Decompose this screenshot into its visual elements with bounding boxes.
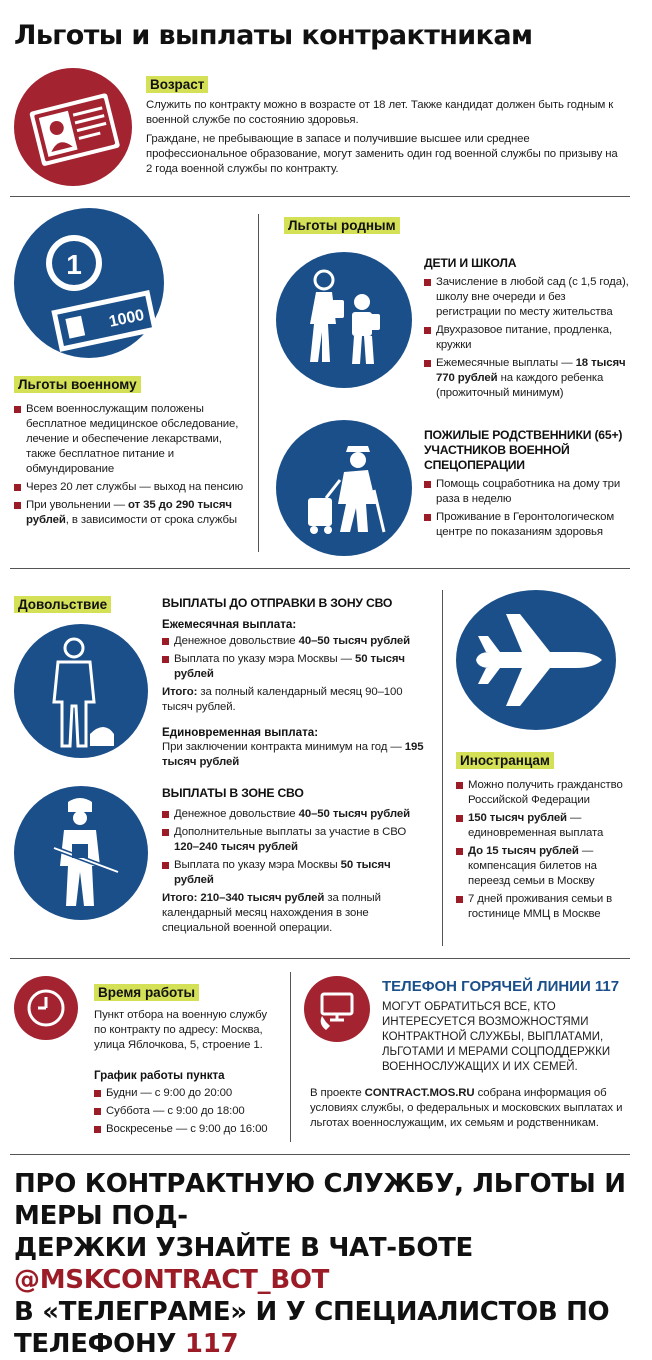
schedule-title: График работы пункта (94, 1069, 225, 1082)
hotline-title: ТЕЛЕФОН ГОРЯЧЕЙ ЛИНИИ 117 (382, 978, 620, 995)
age-text-1: Служить по контракту можно в возрасте от 18 лет. Также кандидат должен быть годным к военной службе по состоянию здоровья. (146, 99, 614, 126)
hotline-phone-icon (304, 976, 370, 1042)
foreigners-item: Можно получить гражданство Российской Федерации (456, 778, 630, 808)
hotline-text: МОГУТ ОБРАТИТЬСЯ ВСЕ, КТО ИНТЕРЕСУЕТСЯ ВОЗМОЖНОСТЯМИ КОНТРАКТНОЙ СЛУЖБЫ, ВЫПЛАТАМИ, ЛЬГОТАМИ И МЕРАМИ СОЦПОДДЕРЖКИ ВОЕННОСЛУЖАЩИХ И ИХ СЕМЕЙ. (382, 1001, 611, 1073)
hours-heading: Время работы (94, 984, 199, 1001)
elderly-item: Помощь соцработника на дому три раза в неделю (424, 477, 632, 507)
schedule-item: Будни — с 9:00 до 20:00 (94, 1086, 284, 1101)
footer-line-1: ПРО КОНТРАКТНУЮ СЛУЖБУ, ЛЬГОТЫ И МЕРЫ ПОД- (14, 1169, 626, 1231)
family-icon (276, 252, 412, 388)
military-item: Через 20 лет службы — выход на пенсию (14, 480, 246, 495)
elderly-item: Проживание в Геронтологическом центре по показаниям здоровья (424, 510, 632, 540)
relatives-heading: Льготы родным (284, 217, 400, 234)
soldier-icon (14, 624, 148, 758)
phone-number[interactable]: 117 (184, 1329, 239, 1359)
passport-icon (14, 68, 132, 186)
military-heading: Льготы военному (14, 376, 141, 393)
clock-icon (14, 976, 78, 1040)
onetime-label: Единовременная выплата: (162, 726, 319, 739)
hours-text: Пункт отбора на военную службу по контракту по адресу: Москва, улица Яблочкова, 5, строение 1. (94, 1009, 267, 1051)
monthly-item: Выплата по указу мэра Москвы — 50 тысяч рублей (162, 652, 432, 682)
onetime-text: При заключении контракта минимум на год — 195 тысяч рублей (162, 741, 424, 768)
footer-line-2: ДЕРЖКИ УЗНАЙТЕ В ЧАТ-БОТЕ @MSKCONTRACT_BOT (14, 1233, 474, 1295)
kids-title: ДЕТИ И ШКОЛА (424, 256, 517, 270)
military-item: Всем военнослужащим положены бесплатное медицинское обследование, лечение и обеспечение лекарствами, также бесплатное питание и обмундирование (14, 402, 246, 477)
footer-line-3: В «ТЕЛЕГРАМЕ» И У СПЕЦИАЛИСТОВ ПО ТЕЛЕФОНУ 117 (14, 1297, 610, 1359)
page-title: Льготы и выплаты контрактникам (10, 18, 540, 52)
foreigners-item: 7 дней проживания семьи в гостинице ММЦ в Москве (456, 892, 630, 922)
schedule-item: Суббота — с 9:00 до 18:00 (94, 1104, 284, 1119)
armed-soldier-icon (14, 786, 148, 920)
monthly-item: Денежное довольствие 40–50 тысяч рублей (162, 634, 432, 649)
age-heading: Возраст (146, 76, 208, 93)
monthly-total: Итого: за полный календарный месяц 90–100 тысяч рублей. (162, 686, 403, 713)
coin-money-icon (14, 208, 164, 358)
foreigners-heading: Иностранцам (456, 752, 554, 769)
monthly-label: Ежемесячная выплата: (162, 618, 297, 631)
military-item: При увольнении — от 35 до 290 тысяч рублей, в зависимости от срока службы (14, 498, 246, 528)
zone-item: Выплата по указу мэра Москвы 50 тысяч рублей (162, 858, 432, 888)
foreigners-item: До 15 тысяч рублей — компенсация билетов на переезд семьи в Москву (456, 844, 630, 889)
airplane-icon (456, 590, 616, 730)
kids-item: Ежемесячные выплаты — 18 тысяч 770 рублей на каждого ребенка (прожиточный минимум) (424, 356, 632, 401)
kids-item: Двухразовое питание, продленка, кружки (424, 323, 632, 353)
svg-text:1: 1 (66, 249, 82, 280)
zone-item: Дополнительные выплаты за участие в СВО 120–240 тысяч рублей (162, 825, 432, 855)
before-title: ВЫПЛАТЫ ДО ОТПРАВКИ В ЗОНУ СВО (162, 596, 393, 610)
zone-total: Итого: 210–340 тысяч рублей за полный календарный месяц нахождения в зоне специальной военной операции. (162, 892, 381, 934)
project-text: В проекте CONTRACT.MOS.RU собрана информация об условиях службы, о федеральных и московских выплатах и льготах военнослужащим, их семьям и родственникам. (310, 1087, 623, 1129)
zone-item: Денежное довольствие 40–50 тысяч рублей (162, 807, 432, 822)
elderly-title: ПОЖИЛЫЕ РОДСТВЕННИКИ (65+) УЧАСТНИКОВ ВОЕННОЙ СПЕЦОПЕРАЦИИ (424, 428, 623, 472)
svg-text:1000: 1000 (107, 306, 146, 331)
zone-title: ВЫПЛАТЫ В ЗОНЕ СВО (162, 786, 304, 800)
allowance-heading: Довольствие (14, 596, 111, 613)
age-text-2: Граждане, не пребывающие в запасе и получившие высшее или среднее профессиональное образование, могут заменить один год военной службы по призыву на 2 года военной службы по контракту. (146, 133, 618, 175)
bot-handle[interactable]: @MSKCONTRACT_BOT (14, 1265, 330, 1295)
kids-item: Зачисление в любой сад (с 1,5 года), школу вне очереди и без регистрации по месту жительства (424, 275, 632, 320)
foreigners-item: 150 тысяч рублей — единовременная выплата (456, 811, 630, 841)
schedule-item: Воскресенье — с 9:00 до 16:00 (94, 1122, 284, 1137)
elderly-person-icon (276, 420, 412, 556)
